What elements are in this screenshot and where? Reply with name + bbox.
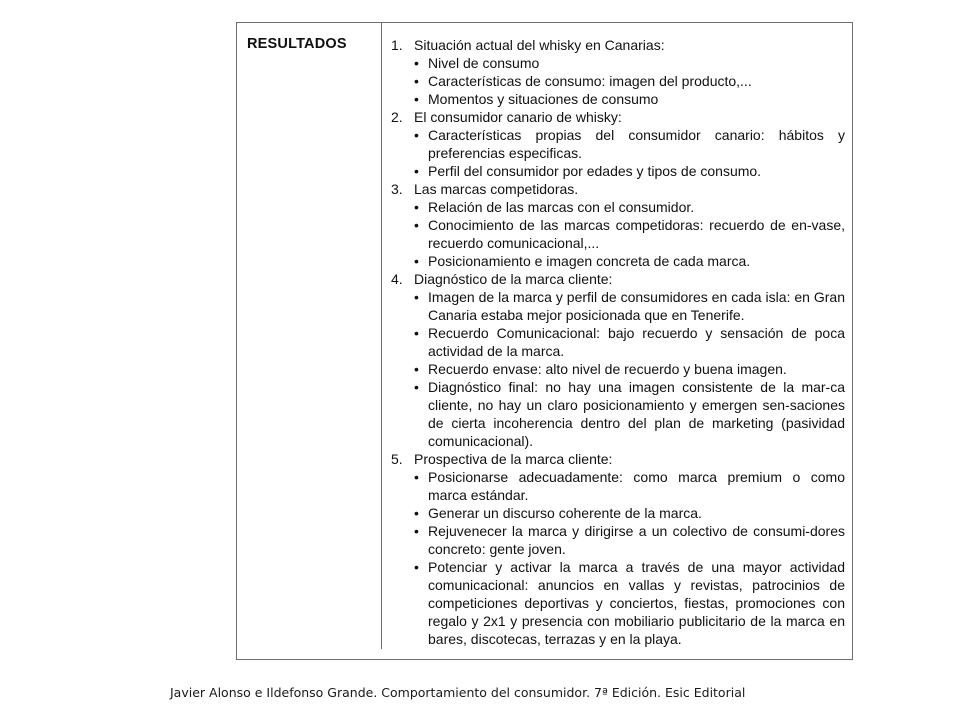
bullet-item: [391, 288, 845, 324]
bullet-text: Generar un discurso coherente de la marca.: [428, 505, 702, 521]
section-title: Diagnóstico de la marca cliente:: [414, 271, 613, 287]
bullet-text: Conocimiento de las marcas competidoras: recuerdo de en-vase, recuerdo comunicacional,...: [428, 217, 845, 251]
section-title: Las marcas competidoras.: [414, 181, 579, 197]
bullet-text: Características propias del consumidor canario: hábitos y preferencias especificas.: [428, 127, 845, 161]
section-heading: [391, 36, 845, 54]
bullet-item: [391, 324, 845, 360]
bullet-item: [391, 252, 845, 270]
bullet-text: Perfil del consumidor por edades y tipos de consumo.: [428, 163, 762, 179]
bullet-dot-icon: •: [414, 217, 419, 233]
section-number: 1.: [391, 37, 403, 53]
bullet-item: [391, 162, 845, 180]
bullet-text: Imagen de la marca y perfil de consumidores en cada isla: en Gran Canaria estaba mejor posicionada que en Tenerife.: [428, 289, 845, 323]
bullet-item: [391, 468, 845, 504]
bullet-item: [391, 558, 845, 648]
bullet-dot-icon: •: [414, 163, 419, 179]
section-heading: [391, 450, 845, 468]
section-title: El consumidor canario de whisky:: [414, 109, 622, 125]
bullet-text: Recuerdo Comunicacional: bajo recuerdo y sensación de poca actividad de la marca.: [428, 325, 845, 359]
bullet-text: Posicionamiento e imagen concreta de cada marca.: [428, 253, 751, 269]
results-header: RESULTADOS: [247, 36, 347, 52]
section-title: Situación actual del whisky en Canarias:: [414, 37, 665, 53]
section-heading: [391, 108, 845, 126]
results-section: [391, 270, 845, 450]
bullet-text: Posicionarse adecuadamente: como marca premium o como marca estándar.: [428, 469, 845, 503]
section-title: Prospectiva de la marca cliente:: [414, 451, 613, 467]
bullet-dot-icon: •: [414, 127, 419, 143]
section-heading: [391, 180, 845, 198]
bullet-text: Recuerdo envase: alto nivel de recuerdo y buena imagen.: [428, 361, 787, 377]
bullet-text: Diagnóstico final: no hay una imagen consistente de la mar-ca cliente, no hay un claro posicionamiento y emergen sen-saciones de cierta incoherencia dentro del plan de marketing (pasividad comunicacional).: [428, 379, 845, 449]
bullet-text: Rejuvenecer la marca y dirigirse a un colectivo de consumi-dores concreto: gente joven.: [428, 523, 845, 557]
bullet-dot-icon: •: [414, 289, 419, 305]
column-divider: [381, 23, 382, 649]
section-heading: [391, 270, 845, 288]
section-number: 5.: [391, 451, 403, 467]
bullet-item: [391, 54, 845, 72]
bullet-dot-icon: •: [414, 379, 419, 395]
results-content: [391, 36, 845, 648]
bullet-dot-icon: •: [414, 199, 419, 215]
bullet-item: [391, 126, 845, 162]
bullet-item: [391, 522, 845, 558]
bullet-text: Características de consumo: imagen del producto,...: [428, 73, 752, 89]
bullet-dot-icon: •: [414, 55, 419, 71]
bullet-dot-icon: •: [414, 73, 419, 89]
bullet-dot-icon: •: [414, 253, 419, 269]
bullet-item: [391, 504, 845, 522]
bullet-dot-icon: •: [414, 505, 419, 521]
source-caption: Javier Alonso e Ildefonso Grande. Comportamiento del consumidor. 7ª Edición. Esic Editorial: [170, 685, 746, 700]
bullet-list: [391, 54, 845, 108]
bullet-item: [391, 72, 845, 90]
bullet-list: [391, 198, 845, 270]
section-number: 3.: [391, 181, 403, 197]
section-number: 4.: [391, 271, 403, 287]
bullet-item: [391, 198, 845, 216]
bullet-item: [391, 90, 845, 108]
bullet-dot-icon: •: [414, 91, 419, 107]
section-number: 2.: [391, 109, 403, 125]
bullet-item: [391, 378, 845, 450]
bullet-dot-icon: •: [414, 361, 419, 377]
results-section: [391, 450, 845, 648]
results-section: [391, 180, 845, 270]
results-section: [391, 108, 845, 180]
bullet-text: Relación de las marcas con el consumidor.: [428, 199, 695, 215]
bullet-list: [391, 126, 845, 180]
bullet-dot-icon: •: [414, 469, 419, 485]
results-section: [391, 36, 845, 108]
bullet-list: [391, 288, 845, 450]
bullet-text: Momentos y situaciones de consumo: [428, 91, 659, 107]
bullet-dot-icon: •: [414, 325, 419, 341]
bullet-text: Nivel de consumo: [428, 55, 540, 71]
bullet-item: [391, 216, 845, 252]
bullet-list: [391, 468, 845, 648]
bullet-item: [391, 360, 845, 378]
bullet-dot-icon: •: [414, 559, 419, 575]
bullet-dot-icon: •: [414, 523, 419, 539]
bullet-text: Potenciar y activar la marca a través de una mayor actividad comunicacional: anuncios en vallas y revistas, patrocinios de competiciones deportivas y conciertos, fiestas, promociones con regalo y 2x1 y presencia con mobiliario publicitario de la marca en bares, discotecas, terrazas y en la playa.: [428, 559, 845, 647]
results-table: [236, 22, 853, 660]
